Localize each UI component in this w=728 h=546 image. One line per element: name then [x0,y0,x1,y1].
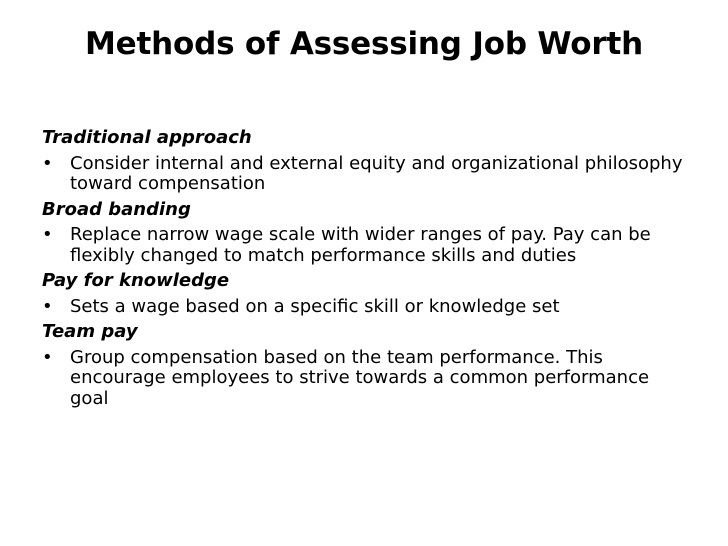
slide-content [42,128,692,414]
bullet-icon: • [42,346,53,368]
bullet-item-broad-banding [42,225,692,266]
bullet-item-pay-for-knowledge [42,297,692,318]
bullet-icon: • [42,295,53,317]
bullet-icon: • [42,152,53,174]
bullet-text: Consider internal and external equity and organizational philosophy toward compensation [70,152,683,194]
slide-title: Methods of Assessing Job Worth [85,26,643,62]
section-heading-pay-for-knowledge: Pay for knowledge [42,270,230,291]
bullet-text: Sets a wage based on a specific skill or knowledge set [70,295,560,317]
section-heading-team-pay: Team pay [42,321,138,342]
bullet-item-team-pay [42,348,692,410]
bullet-text: Group compensation based on the team performance. This encourage employees to strive towards a common performance goal [70,346,650,409]
section-heading-broad-banding: Broad banding [42,198,191,220]
section-heading-traditional-approach: Traditional approach [42,127,252,148]
bullet-icon: • [42,224,53,245]
bullet-item-traditional-approach [42,154,692,195]
bullet-text: Replace narrow wage scale with wider ranges of pay. Pay can be flexibly changed to match performance skills and duties [70,224,651,266]
